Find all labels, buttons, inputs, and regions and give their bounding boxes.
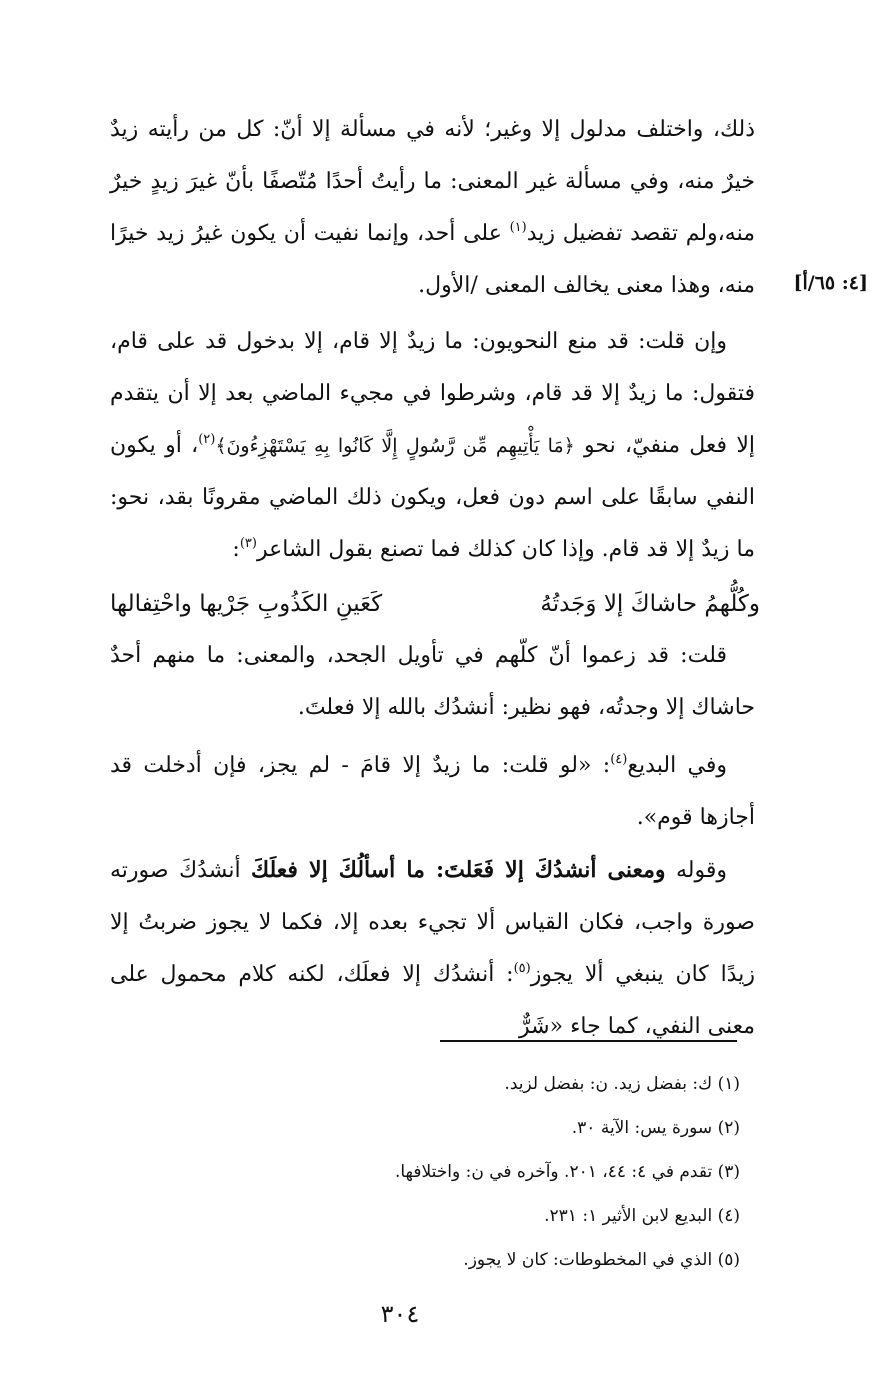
quran-verse: ﴿مَا يَأْتِيهِم مِّن رَّسُولٍ إِلَّا كَانُوا بِهِ يَسْتَهْزِءُونَ﴾ bbox=[215, 435, 575, 457]
para1-text: ذلك، واختلف مدلول إلا وغير؛ لأنه في مسألة إلا أنّ: كل من رأيته زيدٌ خيرٌ منه، وفي مسألة غير المعنى: ما رأيتُ أحدًا مُتّصفًا بأنّ غيرَ زيدٍ خيرٌ منه،ولم تقصد تفضيل زيد bbox=[110, 117, 755, 246]
answer-text: قلت: قد زعموا أنّ كلّهم في تأويل الجحد، والمعنى: ما منهم أحدٌ حاشاك إلا وجدتُه، فهو نظير: أنشدُك بالله إلا فعلتَ. bbox=[110, 643, 755, 720]
page-number: ٣٠٤ bbox=[380, 1300, 420, 1328]
margin-folio-reference: [٤: ٦٥/أ] bbox=[793, 272, 868, 294]
para4-text-c: : أنشدُك إلا فعلَك، لكنه كلام محمول على معنى النفي، كما جاء «شَرٌّ bbox=[110, 962, 755, 1039]
paragraph-2 bbox=[110, 316, 755, 576]
poem-verse bbox=[110, 578, 760, 630]
footnote-4: (٤) البديع لابن الأثير ١: ٢٣١. bbox=[544, 1206, 740, 1226]
footnote-1: (١) ك: بفضل زيد. ن: بفضل لزيد. bbox=[504, 1074, 740, 1094]
footnote-3: (٣) تقدم في ٤: ٤٤، ٢٠١. وآخره في ن: واختلافها. bbox=[394, 1162, 740, 1182]
para4-text-b: أنشدُكَ صورته صورة واجب، فكان القياس ألا تجيء بعده إلا، فكما لا يجوز ضربتُ إلا زيدًا كان ينبغي ألا يجوز bbox=[110, 858, 755, 987]
paragraph-4 bbox=[110, 844, 755, 1053]
poem-hemistich-1: وكُلُّهمُ حاشاكَ إلا وَجَدتُهُ bbox=[540, 591, 760, 617]
footnote-divider bbox=[440, 1040, 737, 1042]
paragraph-1 bbox=[110, 104, 755, 312]
footnote-marker-1: (١) bbox=[509, 220, 527, 235]
footnote-marker-5: (٥) bbox=[513, 961, 531, 976]
para3-text-b: : «لو قلت: ما زيدٌ إلا قامَ - لم يجز، فإن أدخلت قد أجازها قوم». bbox=[110, 753, 755, 830]
para4-bold-text: ومعنى أنشدُكَ إلا فَعَلتَ: ما أسألُكَ إلا فعلَكَ bbox=[250, 857, 666, 883]
para1-text-end: على أحد، وإنما نفيت أن يكون غيرُ زيد خيرًا منه، وهذا معنى يخالف المعنى /الأول. bbox=[110, 221, 755, 298]
para2-text-a: وإن قلت: قد منع النحويون: ما زيدٌ إلا قام، إلا بدخول قد على قام، فتقول: ما زيدٌ إلا قد قام، وشرطوا في مجيء الماضي بعد إلا أن يتقدم إلا فعل منفيّ، نحو bbox=[110, 329, 755, 458]
footnotes bbox=[300, 1062, 740, 1282]
footnote-5: (٥) الذي في المخطوطات: كان لا يجوز. bbox=[463, 1250, 740, 1270]
para2-text-b: ، أو يكون النفي سابقًا على اسم دون فعل، ويكون ذلك الماضي مقرونًا بقد، نحو: ما زيدٌ إلا قد قام. وإذا كان كذلك فما تصنع بقول الشاعر bbox=[110, 433, 755, 562]
poem-hemistich-2: كَعَينِ الكَذُوبِ جَرْيها واحْتِفالها bbox=[110, 591, 383, 617]
para2-text-c: : bbox=[232, 537, 240, 562]
footnote-2: (٢) سورة يس: الآية ٣٠. bbox=[571, 1118, 740, 1138]
footnote-marker-3: (٣) bbox=[239, 536, 257, 551]
footnote-marker-2: (٢) bbox=[198, 432, 216, 447]
paragraph-answer bbox=[110, 630, 755, 734]
paragraph-3 bbox=[110, 740, 755, 844]
para4-text-a: وقوله bbox=[665, 858, 727, 883]
footnote-marker-4: (٤) bbox=[610, 752, 628, 767]
para3-text-a: وفي البديع bbox=[627, 753, 727, 778]
